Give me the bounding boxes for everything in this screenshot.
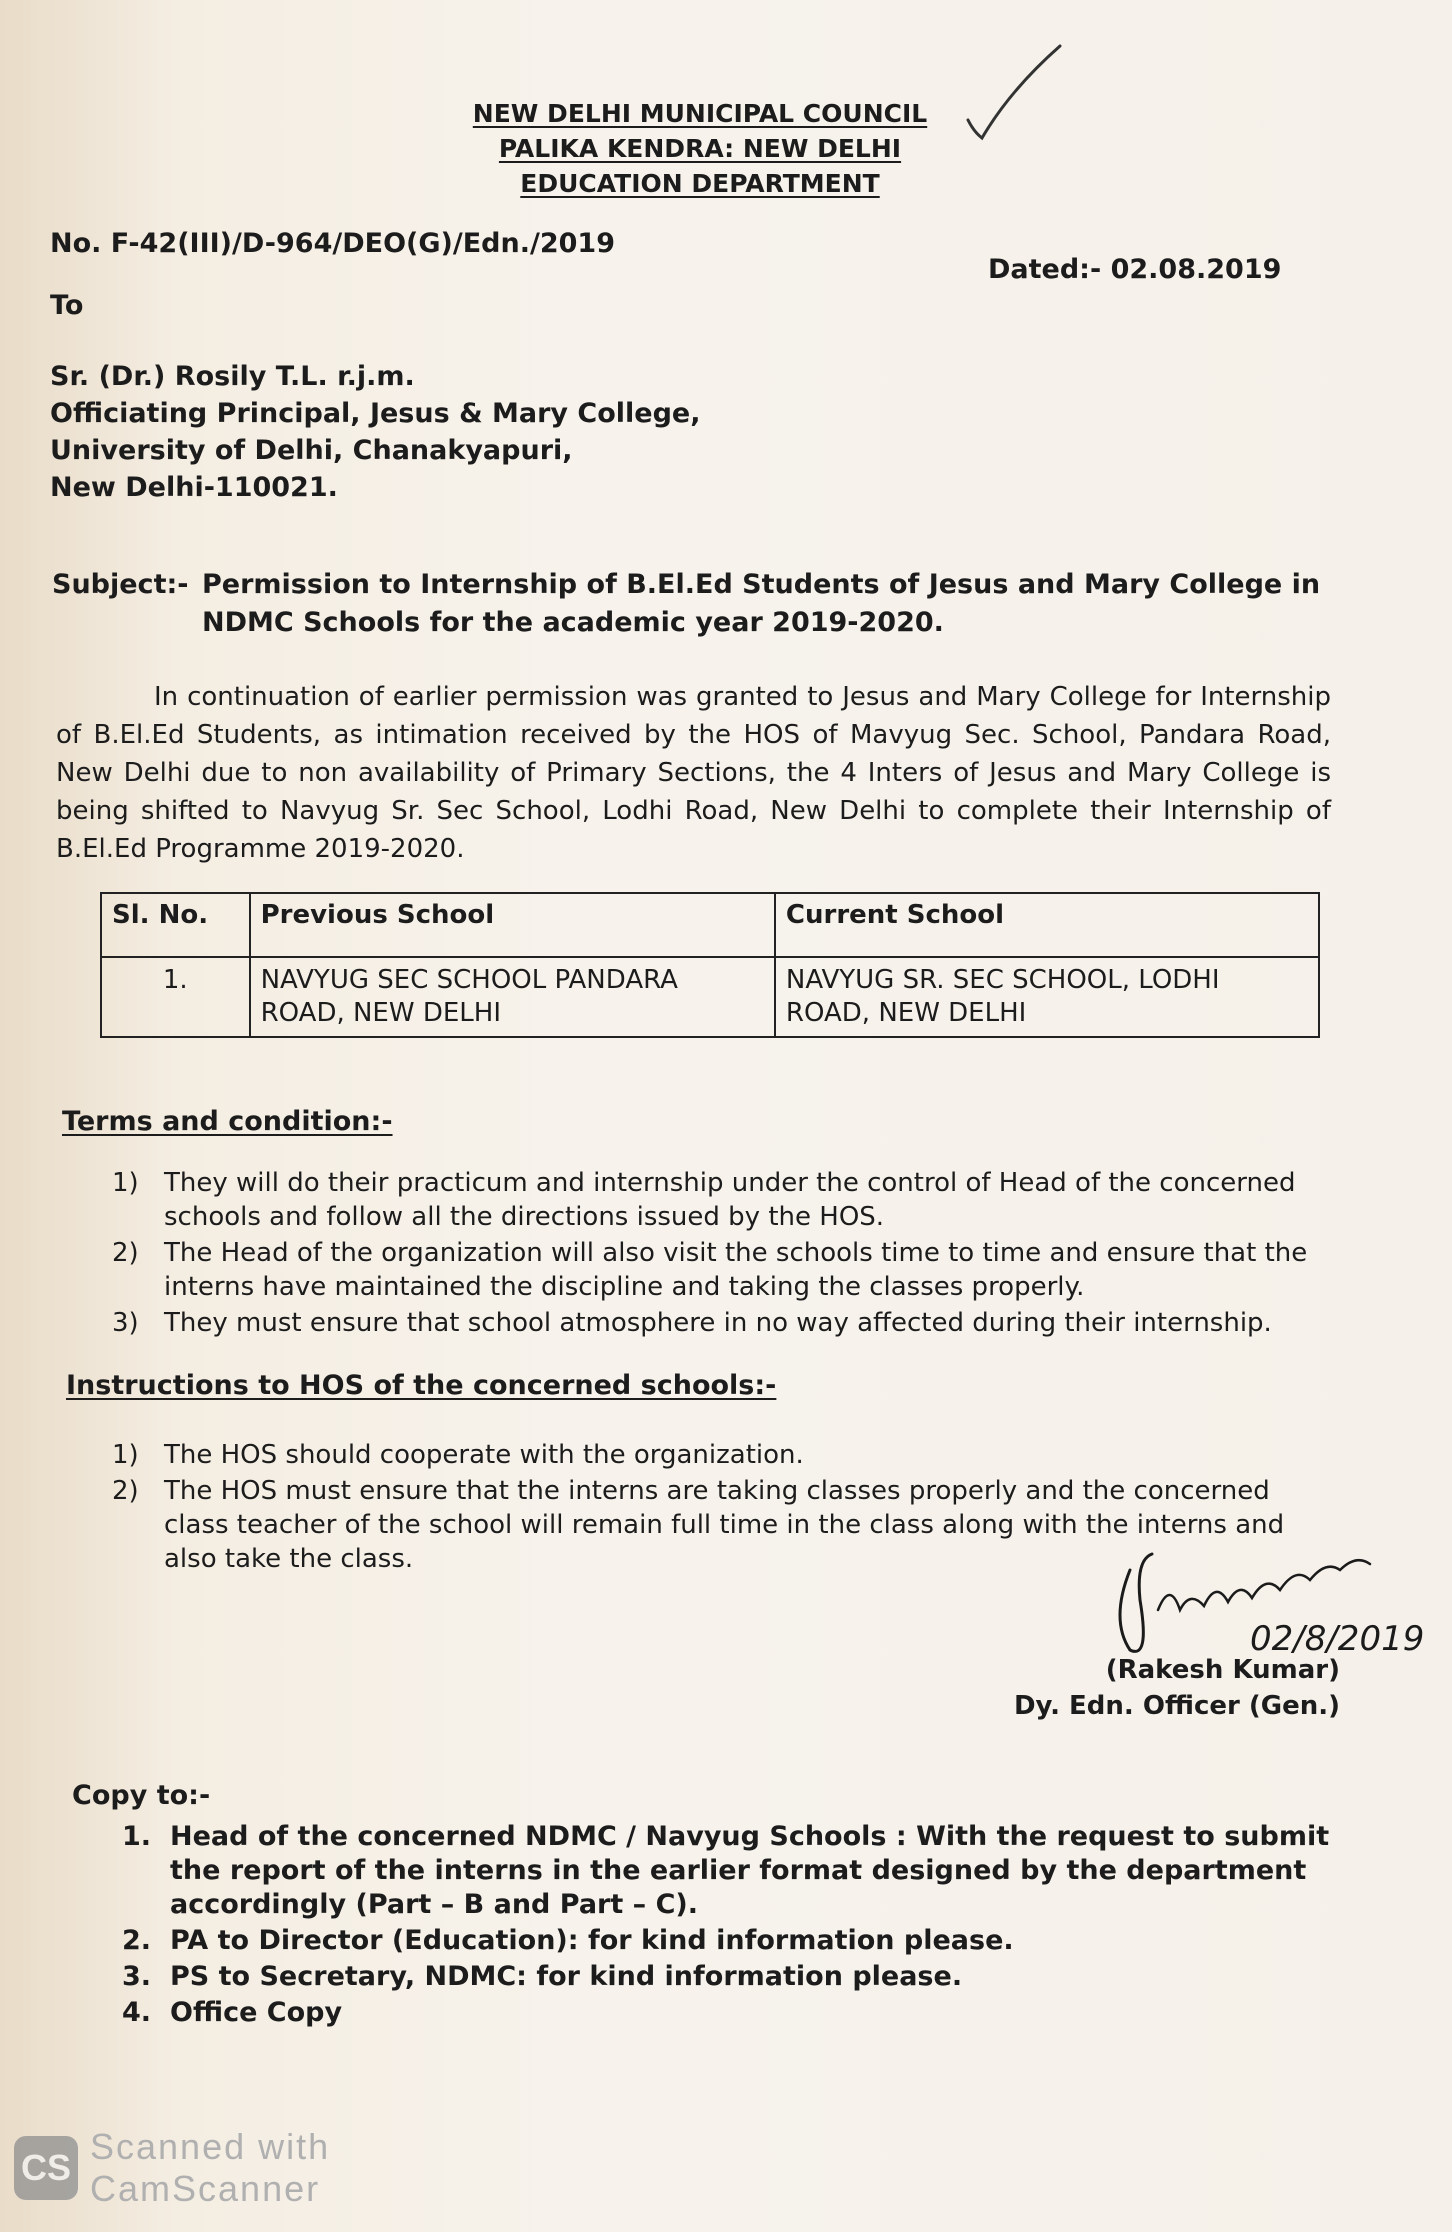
cell-previous-school: NAVYUG SEC SCHOOL PANDARA ROAD, NEW DELHI: [250, 957, 775, 1037]
instructions-title: Instructions to HOS of the concerned schools:-: [66, 1370, 777, 1401]
terms-title: Terms and condition:-: [62, 1106, 393, 1137]
letterhead-department: EDUCATION DEPARTMENT: [520, 169, 880, 198]
subject-block: [52, 566, 1337, 642]
header-current-school: Current School: [775, 893, 1319, 957]
copy-to-list: [122, 1820, 1352, 2032]
signatory-name: (Rakesh Kumar): [1105, 1655, 1340, 1685]
subject-line-1: Permission to Internship of B.El.Ed Students of Jesus and Mary College in: [202, 569, 1321, 600]
letterhead-kendra: PALIKA KENDRA: NEW DELHI: [498, 134, 902, 163]
to-label: To: [50, 290, 84, 321]
copy-to-title: Copy to:-: [72, 1780, 211, 1811]
header-sl-no: Sl. No.: [101, 893, 250, 957]
list-item: 2) The Head of the organization will also visit the schools time to time and ensure that the interns have maintained the discipline and taking the classes properly.: [112, 1238, 1308, 1302]
reference-number: No. F-42(III)/D-964/DEO(G)/Edn./2019: [50, 228, 615, 259]
camscanner-watermark: [90, 2126, 330, 2210]
camscanner-logo-icon: CS: [14, 2136, 78, 2200]
addressee-title: Officiating Principal, Jesus & Mary College,: [50, 398, 701, 429]
subject-line-2: NDMC Schools for the academic year 2019-2020.: [202, 607, 944, 638]
list-item: 2) The HOS must ensure that the interns are taking classes properly and the concerned class teacher of the school will remain full time in the class along with the interns and also take the class.: [112, 1476, 1285, 1574]
letterhead-council: NEW DELHI MUNICIPAL COUNCIL: [472, 99, 928, 128]
table-header-row: [101, 893, 1319, 957]
list-item: 3. PS to Secretary, NDMC: for kind information please.: [122, 1961, 963, 1992]
cell-current-school: NAVYUG SR. SEC SCHOOL, LODHI ROAD, NEW DELHI: [775, 957, 1319, 1037]
addressee-block: [50, 358, 701, 506]
letter-date: Dated:- 02.08.2019: [988, 254, 1282, 285]
list-item: 1) The HOS should cooperate with the organization.: [112, 1440, 804, 1470]
addressee-name: Sr. (Dr.) Rosily T.L. r.j.m.: [50, 361, 415, 392]
body-paragraph: In continuation of earlier permission was granted to Jesus and Mary College for Internship of B.El.Ed Students, as intimation received by the HOS of Mavyug Sec. School, Pandara Road, New Delhi due to non availability of Primary Sections, the 4 Inters of Jesus and Mary College is being shifted to Navyug Sr. Sec School, Lodhi Road, New Delhi to complete their Internship of B.El.Ed Programme 2019-2020.: [56, 682, 1331, 864]
subject-label: Subject:-: [52, 569, 189, 600]
signatory-designation: Dy. Edn. Officer (Gen.): [1013, 1691, 1340, 1721]
svg-text:02/8/2019: 02/8/2019: [1250, 1619, 1425, 1659]
list-item: 3) They must ensure that school atmosphere in no way affected during their internship.: [112, 1308, 1272, 1338]
header-previous-school: Previous School: [250, 893, 775, 957]
list-item: 4. Office Copy: [122, 1997, 343, 2028]
watermark-line-1: Scanned with: [90, 2126, 331, 2167]
list-item: 1. Head of the concerned NDMC / Navyug Schools : With the request to submit the report of the interns in the earlier format designed by the department accordingly (Part – B and Part – C).: [122, 1821, 1330, 1920]
watermark-line-2: CamScanner: [90, 2168, 321, 2209]
addressee-university: University of Delhi, Chanakyapuri,: [50, 435, 573, 466]
school-transfer-table: [100, 892, 1320, 1038]
cell-sl-no: 1.: [101, 957, 250, 1037]
list-item: 1) They will do their practicum and internship under the control of Head of the concerned schools and follow all the directions issued by the HOS.: [112, 1168, 1296, 1232]
terms-list: [112, 1166, 1332, 1342]
letterhead: [420, 96, 980, 201]
list-item: 2. PA to Director (Education): for kind information please.: [122, 1925, 1014, 1956]
signatory-block: [1010, 1652, 1340, 1724]
addressee-city: New Delhi-110021.: [50, 472, 338, 503]
handwritten-signature: [1100, 1540, 1440, 1670]
table-row: [101, 957, 1319, 1037]
